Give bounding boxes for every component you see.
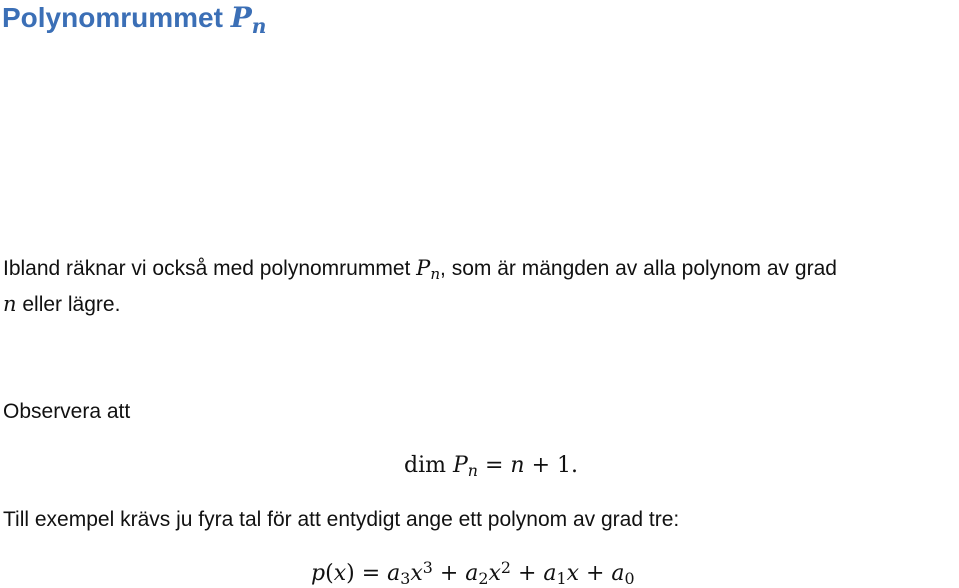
eq2-plus-3: + bbox=[579, 561, 612, 586]
equation-polynomial bbox=[311, 557, 635, 588]
eq1-rhs-eq: = bbox=[478, 453, 511, 478]
eq1-rhs-rest: + 1. bbox=[524, 453, 579, 478]
p1-before: Ibland räknar vi också med polynomrummet bbox=[3, 257, 417, 280]
eq2-x1: x bbox=[566, 561, 579, 586]
p1-line2-var: n bbox=[3, 292, 17, 316]
eq2-lhs-close: ) bbox=[346, 561, 355, 586]
eq1-sub: n bbox=[467, 461, 478, 481]
eq2-lhs-func: p bbox=[311, 561, 326, 586]
eq2-a3: a bbox=[387, 561, 401, 586]
equation-dimension bbox=[404, 452, 579, 481]
eq2-a2: a bbox=[465, 561, 479, 586]
eq2-a0: a bbox=[611, 561, 625, 586]
title-math-sub: n bbox=[251, 13, 267, 38]
eq2-eq: = bbox=[354, 561, 388, 586]
paragraph-1-line-2 bbox=[3, 292, 120, 317]
paragraph-3 bbox=[3, 508, 679, 532]
p3-text: Till exempel krävs ju fyra tal för att entydigt ange ett polynom av grad tre: bbox=[3, 508, 680, 531]
paragraph-2 bbox=[3, 400, 130, 424]
eq1-main: P bbox=[452, 453, 468, 478]
eq2-a1-sub: 1 bbox=[556, 569, 567, 588]
title-math-main: P bbox=[230, 1, 252, 34]
eq2-lhs-open: ( bbox=[325, 561, 334, 586]
eq2-plus-2: + bbox=[510, 561, 544, 586]
eq1-op: dim bbox=[404, 453, 446, 478]
eq2-plus-1: + bbox=[432, 561, 466, 586]
p1-math-sub: n bbox=[430, 265, 441, 284]
eq2-x2: x bbox=[488, 561, 501, 586]
title-text: Polynomrummet bbox=[2, 2, 231, 33]
eq2-x3-sup: 3 bbox=[422, 557, 433, 577]
paragraph-1-line-1 bbox=[3, 256, 837, 284]
p2-text: Observera att bbox=[3, 400, 131, 423]
eq2-lhs-var: x bbox=[333, 561, 347, 586]
eq1-rhs-var: n bbox=[510, 453, 525, 478]
p1-math-main: P bbox=[416, 256, 431, 280]
eq2-a2-sub: 2 bbox=[478, 569, 489, 588]
eq2-x3: x bbox=[410, 561, 423, 586]
page-title bbox=[2, 1, 267, 38]
eq2-a3-sub: 3 bbox=[400, 569, 411, 588]
eq2-a1: a bbox=[543, 561, 557, 586]
eq2-a0-sub: 0 bbox=[624, 569, 635, 588]
p1-after: , som är mängden av alla polynom av grad bbox=[440, 257, 837, 280]
eq2-x2-sup: 2 bbox=[500, 557, 511, 577]
p1-line2-text: eller lägre. bbox=[16, 293, 121, 316]
